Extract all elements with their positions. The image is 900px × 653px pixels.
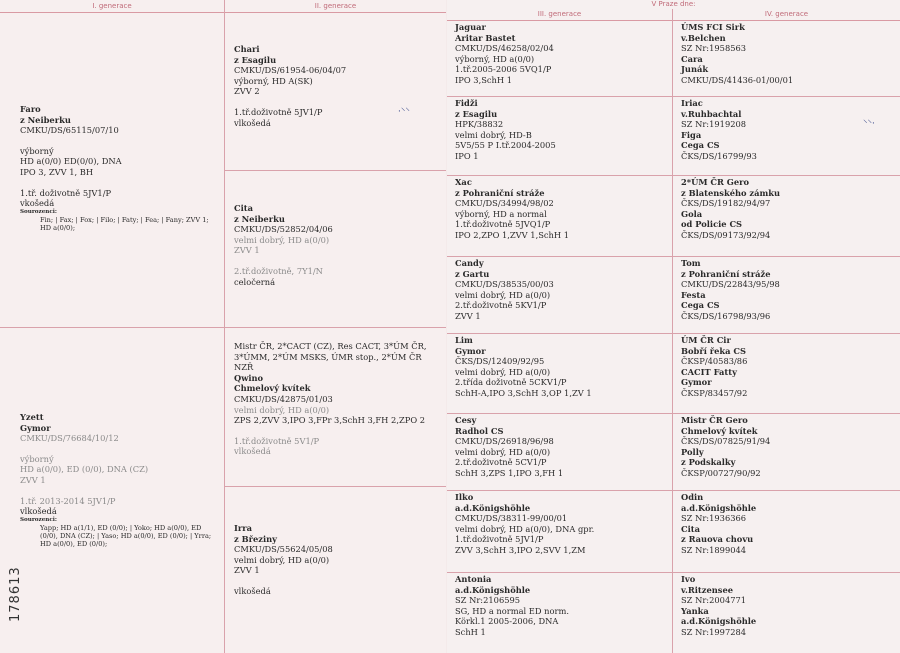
gen4-entry-line: ČKS/DS/16799/93 (681, 150, 757, 161)
gen3-entry (455, 415, 669, 479)
gen4-entry-line: ČKSP/40583/86 (681, 356, 748, 367)
gen1-dam-reg: CMKU/DS/76684/10/12 (20, 433, 119, 444)
gen2-3-name: Irra (234, 523, 252, 533)
gen1-sire-siblings: Fin; | Fax; | Fox; | Filo; | Faty; | Fea; | Fany; ZVV 1; HD a(0/0); (40, 215, 209, 232)
gen4-entry-line: v.Ruhbachtal (681, 108, 742, 119)
gen4-entry-line: CACIT Fatty (681, 366, 737, 377)
gen1-dam (20, 412, 220, 548)
gen1-dam-kennel: Gymor (20, 422, 51, 433)
gen4-entry-line: SZ Nr:1997284 (681, 626, 747, 637)
gen4-entry-line: SZ Nr:1958563 (681, 43, 747, 54)
gen2-3-kennel: z Březiny (234, 533, 277, 544)
gen4-entry-line: SZ Nr:1919208 (681, 119, 747, 130)
gen1-dam-siblings-label: Sourozenci: (20, 516, 57, 523)
gen2-0-exams: ZVV 2 (234, 86, 260, 97)
gen3-entry (455, 22, 669, 86)
gen2-dam-dam (234, 523, 434, 597)
gen4-entry-line: SZ Nr:1936366 (681, 513, 747, 524)
gen3-entry-line: CMKU/DS/34994/98/02 (455, 198, 554, 209)
gen3-entry-line: SG, HD a normal ED norm. (455, 605, 569, 616)
gen3-entry-line: z Gartu (455, 268, 490, 279)
header-date: V Praze dne: (651, 0, 696, 8)
gen2-3-reg: CMKU/DS/55624/05/08 (234, 544, 333, 555)
gen3-entry-line: Cesy (455, 415, 477, 425)
pen-mark-right: ⸌⸌· (863, 119, 875, 129)
gen3-entry-line: HPK/38832 (455, 119, 504, 130)
gen2-1-kennel: z Neiberku (234, 213, 285, 224)
gen2-1-exams: ZVV 1 (234, 245, 260, 256)
gen1-sire-color: vkošedá (20, 198, 55, 209)
gen3-entry (455, 98, 669, 162)
gen4-entry (681, 98, 895, 162)
gen3-entry-line: a.d.Königshöhle (455, 584, 531, 595)
pedigree-right-page (447, 0, 900, 653)
gen4-entry (681, 177, 895, 241)
gen3-entry-line: IPO 1 (455, 150, 479, 161)
gen4-entry (681, 22, 895, 86)
gen2-3-color: vlkošedá (234, 585, 271, 596)
gen4-entry-line: Yanka (681, 605, 709, 616)
gen4-entry-line: Mistr ČR Gero (681, 415, 748, 425)
gen2-3-rating: velmi dobrý, HD a(0/0) (234, 554, 330, 565)
gen4-entry-line: ČKS/DS/16798/93/96 (681, 310, 771, 321)
gen1-dam-exams: ZVV 1 (20, 474, 46, 485)
gen3-entry-line: IPO 2,ZPO 1,ZVV 1,SchH 1 (455, 229, 570, 240)
gen4-entry-line: Cega CS (681, 300, 720, 311)
gen4-entry-line: v.Ritzensee (681, 584, 734, 595)
gen3-entry-line: 2.tř.doživotně 5KV1/P (455, 300, 547, 311)
gen3-entry-line: Aritar Bastet (455, 32, 516, 43)
gen3-entry-line: z Pohraniční stráže (455, 187, 545, 198)
gen4-entry (681, 258, 895, 322)
gen1-sire-rating: výborný (20, 145, 54, 156)
header-gen4: IV. generace (673, 9, 900, 21)
gen4-entry-line: Polly (681, 446, 704, 457)
gen4-entry-line: ČKS/DS/07825/91/94 (681, 436, 771, 447)
gen4-entry (681, 335, 895, 399)
gen3-entry-line: velmi dobrý, HD a(0/0), DNA gpr. (455, 523, 595, 534)
gen2-0-name: Chari (234, 44, 260, 54)
gen4-entry-line: Ivo (681, 574, 696, 584)
gen2-2-name: Qwino (234, 372, 264, 383)
gen4-entry-line: SZ Nr:1899044 (681, 544, 747, 555)
gen3-entry-line: Ilko (455, 492, 474, 502)
header-gen2: II. generace (225, 0, 446, 13)
gen3-entry-line: Xac (455, 177, 472, 187)
gen4-entry-line: ÚM ČR Cir (681, 335, 731, 345)
gen2-dam-sire (234, 341, 440, 457)
gen1-sire-exams: IPO 3, ZVV 1, BH (20, 166, 94, 177)
gen3-entry-line: SchH 1 (455, 626, 486, 637)
gen4-entry-line: ČKS/DS/09173/92/94 (681, 229, 771, 240)
gen3-entry-line: velmi dobrý, HD a(0/0) (455, 289, 551, 300)
gen4-entry-line: Figa (681, 129, 702, 140)
gen2-2-kennel: Chmelový kvítek (234, 383, 311, 394)
gen2-0-rating: výborný, HD A(SK) (234, 75, 313, 86)
gen3-entry (455, 335, 669, 399)
gen4-entry-line: Gola (681, 208, 703, 219)
gen4-entry (681, 574, 895, 638)
header-gen3: III. generace (447, 9, 672, 21)
gen3-entry-line: Fidži (455, 98, 478, 108)
gen4-entry-line: Cega CS (681, 140, 720, 151)
gen4-entry-line: Junák (681, 64, 709, 75)
gen4-entry (681, 492, 895, 556)
gen4-entry-line: v.Belchen (681, 32, 726, 43)
header-gen1: I. generace (0, 0, 224, 13)
gen3-entry-line: 2.třída doživotně 5CKV1/P (455, 377, 567, 388)
gen4-entry-line: ÚMS FCI Sirk (681, 22, 745, 32)
gen3-entry-line: 5V5/55 P I.tř.2004-2005 (455, 140, 556, 151)
gen2-2-class: 1.tř.doživotně 5V1/P (234, 435, 320, 446)
gen3-entry-line: 2.tř.doživotně 5CV1/P (455, 457, 547, 468)
gen4-entry-line: od Policie CS (681, 219, 743, 230)
gen1-dam-class: 1.tř. 2013-2014 5JV1/P (20, 495, 116, 506)
gen4-entry-line: z Blatenského zámku (681, 187, 781, 198)
gen4-entry-line: Gymor (681, 377, 712, 388)
gen3-entry-line: IPO 3,SchH 1 (455, 74, 513, 85)
gen3-entry-line: ZVV 1 (455, 310, 481, 321)
gen4-entry-line: Festa (681, 289, 706, 300)
gen2-2-color: vlkošedá (234, 446, 271, 457)
gen4-entry-line: CMKU/DS/41436-01/00/01 (681, 74, 794, 85)
gen1-dam-name: Yzett (20, 412, 44, 422)
pen-mark: ·⸌⸌ (398, 107, 410, 117)
gen2-1-rating: velmi dobrý, HD a(0/0) (234, 234, 330, 245)
gen3-entry-line: SchH 3,ZPS 1,IPO 3,FH 1 (455, 467, 564, 478)
gen3-entry (455, 574, 669, 638)
gen3-entry-line: 1.tř.2005-2006 5VQ1/P (455, 64, 552, 75)
gen3-entry-line: výborný, HD a(0/0) (455, 53, 535, 64)
gen3-entry-line: Körkl.1 2005-2006, DNA (455, 616, 559, 627)
gen4-entry-line: Chmelový kvítek (681, 425, 758, 436)
gen3-entry-line: Gymor (455, 345, 486, 356)
gen3-entry (455, 177, 669, 241)
gen2-3-exams: ZVV 1 (234, 565, 260, 576)
gen4-entry-line: ČKSP/00727/90/92 (681, 467, 761, 478)
gen1-dam-rating: výborný (20, 453, 54, 464)
gen1-dam-health: HD a(0/0), ED (0/0), DNA (CZ) (20, 464, 149, 475)
gen4-entry-line: SZ Nr:2004771 (681, 595, 747, 606)
gen1-sire (20, 104, 220, 232)
gen2-2-reg: CMKU/DS/42875/01/03 (234, 393, 333, 404)
gen2-1-class: 2.tř.doživotně, 7Y1/N (234, 265, 323, 276)
gen4-entry (681, 415, 895, 479)
gen2-2-rating: velmi dobrý, HD a(0/0) (234, 404, 330, 415)
gen4-entry-line: z Rauova chovu (681, 534, 754, 545)
gen1-sire-reg: CMKU/DS/65115/07/10 (20, 125, 119, 136)
gen2-1-name: Cita (234, 203, 253, 213)
gen3-entry-line: Jaguar (455, 22, 486, 32)
gen4-entry-line: a.d.Königshöhle (681, 616, 757, 627)
gen4-entry-line: Cita (681, 523, 700, 534)
gen3-entry (455, 258, 669, 322)
pedigree-left-page (0, 0, 446, 653)
document-serial-number: 178613 (8, 566, 23, 622)
gen1-sire-name: Faro (20, 104, 41, 114)
gen1-dam-siblings: Yapp; HD a(1/1), ED (0/0); | Yoko; HD a(0/0), ED (0/0), DNA (CZ); | Yaso; HD a(0/0), ED (0/0); | Yrra; HD a(0/0), ED (0/0); (40, 523, 212, 548)
gen4-entry-line: Cara (681, 53, 703, 64)
gen3-entry-line: velmi dobrý, HD a(0/0) (455, 446, 551, 457)
gen3-entry-line: ČKS/DS/12409/92/95 (455, 356, 545, 367)
gen3-entry-line: 1.tř.doživotně 5JVQ1/P (455, 219, 551, 230)
gen3-entry-line: SZ Nr:2106595 (455, 595, 521, 606)
gen4-entry-line: z Podskalky (681, 457, 736, 468)
gen1-dam-color: vlkošedá (20, 506, 57, 517)
gen3-entry-line: z Esagilu (455, 108, 498, 119)
gen3-entry-line: Lim (455, 335, 473, 345)
gen4-entry-line: ČKS/DS/19182/94/97 (681, 198, 771, 209)
gen4-entry-line: CMKU/DS/22843/95/98 (681, 279, 780, 290)
gen4-entry-line: Iriac (681, 98, 703, 108)
gen4-entry-line: Bobří řeka CS (681, 345, 747, 356)
gen1-sire-class: 1.tř. doživotně 5JV1/P (20, 187, 112, 198)
gen3-entry-line: velmi dobrý, HD a(0/0) (455, 366, 551, 377)
gen2-0-kennel: z Esagilu (234, 54, 277, 65)
gen4-entry-line: 2*ÚM ČR Gero (681, 177, 750, 187)
gen3-entry-line: CMKU/DS/46258/02/04 (455, 43, 554, 54)
gen3-entry-line: ZVV 3,SchH 3,IPO 2,SVV 1,ZM (455, 544, 586, 555)
gen2-2-exams: ZPS 2,ZVV 3,IPO 3,FPr 3,SchH 3,FH 2,ZPO 2 (234, 415, 426, 426)
gen2-1-color: celočerná (234, 276, 276, 287)
gen2-2-titles: Mistr ČR, 2*CACT (CZ), Res CACT, 3*ÚM ČR, 3*ÚMM, 2*ÚM MSKS, ÚMR stop., 2*ÚM ČR NZŘ (234, 341, 427, 373)
gen2-sire-dam (234, 203, 434, 287)
gen3-entry-line: SchH-A,IPO 3,SchH 3,OP 1,ZV 1 (455, 387, 592, 398)
gen3-entry-line: Candy (455, 258, 484, 268)
gen2-1-reg: CMKU/DS/52852/04/06 (234, 224, 333, 235)
gen3-entry-line: velmi dobrý, HD-B (455, 129, 532, 140)
gen2-0-color: vlkošedá (234, 117, 271, 128)
gen3-entry-line: Antonia (455, 574, 492, 584)
gen1-sire-siblings-label: Sourozenci: (20, 208, 57, 215)
gen4-entry-line: Tom (681, 258, 701, 268)
gen1-sire-kennel: z Neiberku (20, 114, 71, 125)
gen4-entry-line: a.d.Königshöhle (681, 502, 757, 513)
gen3-entry-line: CMKU/DS/38311-99/00/01 (455, 513, 568, 524)
gen4-entry-line: ČKSP/83457/92 (681, 387, 748, 398)
gen3-entry-line: CMKU/DS/38535/00/03 (455, 279, 554, 290)
gen4-entry-line: Odin (681, 492, 704, 502)
gen3-entry-line: CMKU/DS/26918/96/98 (455, 436, 554, 447)
gen1-sire-health: HD a(0/0) ED(0/0), DNA (20, 156, 122, 167)
gen2-0-class: 1.tř.doživotně 5JV1/P (234, 106, 323, 117)
gen2-0-reg: CMKU/DS/61954-06/04/07 (234, 65, 347, 76)
gen3-entry-line: a.d.Königshöhle (455, 502, 531, 513)
gen3-entry (455, 492, 669, 556)
gen3-entry-line: 1.tř.doživotně 5JV1/P (455, 534, 544, 545)
gen3-entry-line: Radhol CS (455, 425, 504, 436)
gen4-entry-line: z Pohraniční stráže (681, 268, 771, 279)
gen3-entry-line: výborný, HD a normal (455, 208, 547, 219)
